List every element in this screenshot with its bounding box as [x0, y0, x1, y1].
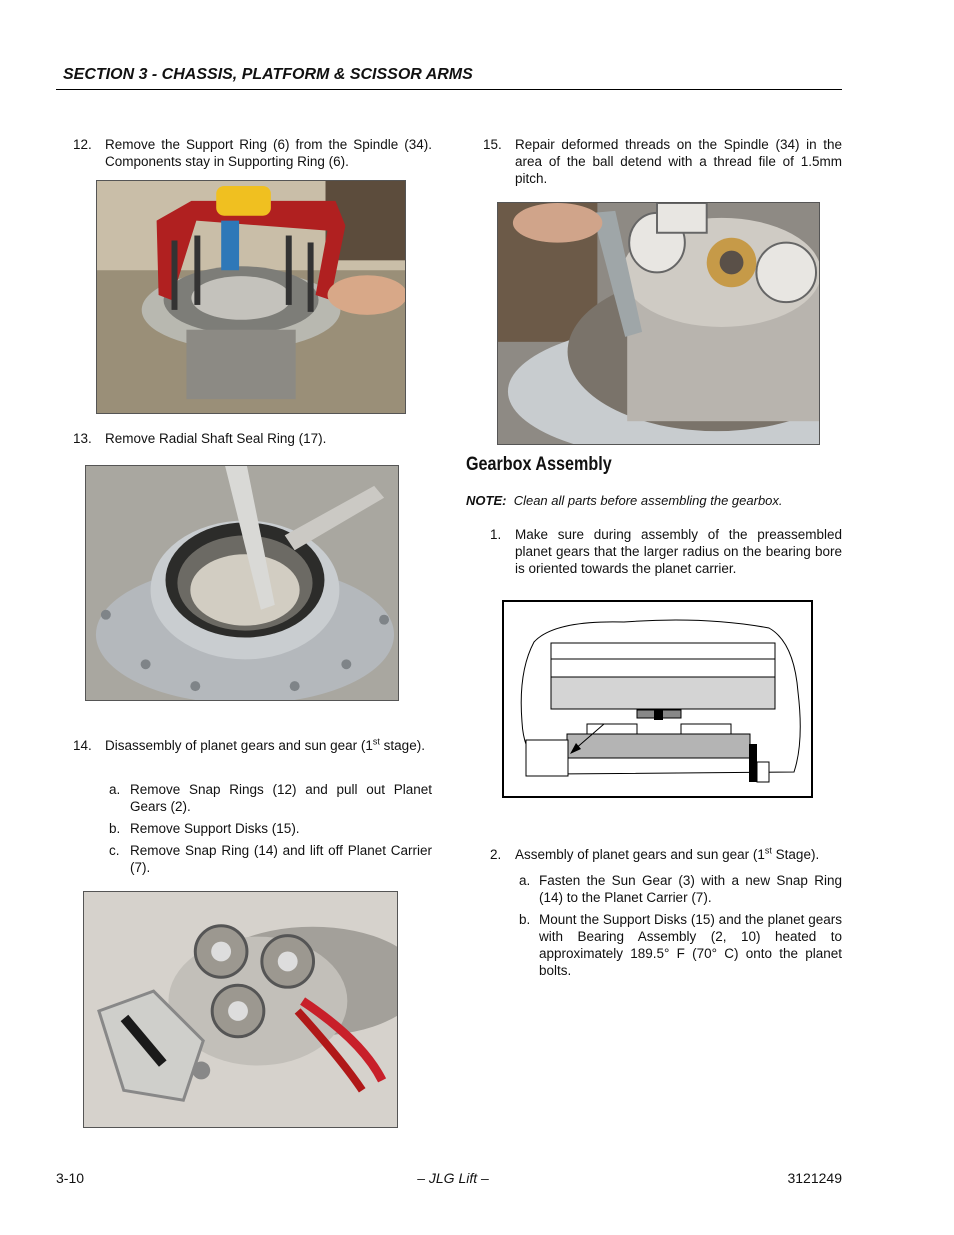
- photo-radial-seal-removal: [85, 465, 399, 701]
- step-14b: b. Remove Support Disks (15).: [109, 821, 300, 836]
- step-12: [73, 136, 433, 172]
- step-2: [490, 846, 843, 864]
- note: [466, 493, 783, 508]
- photo-thread-repair: [497, 202, 820, 445]
- step-text: Make sure during assembly of the preassembled planet gears that the larger radius on the bearing bore is oriented towards the planet carrier.: [515, 527, 842, 576]
- step-text: Disassembly of planet gears and sun gear (1st stage).: [105, 736, 425, 753]
- note-text: Clean all parts before assembling the gearbox.: [513, 493, 783, 508]
- footer-doc-number: 3121249: [787, 1170, 842, 1186]
- step-text: Assembly of planet gears and sun gear (1st Stage).: [515, 845, 820, 862]
- section-header: SECTION 3 - CHASSIS, PLATFORM & SCISSOR ARMS: [63, 66, 473, 83]
- step-13: [73, 430, 433, 448]
- step-2b: b. Mount the Support Disks (15) and the planet gears with Bearing Assembly (2, 10) heated to approximately 189.5° F (70° C) onto the planet bolts.: [519, 912, 842, 978]
- planet-gear-orientation-diagram: [502, 600, 813, 798]
- step-text: Remove the Support Ring (6) from the Spindle (34). Components stay in Supporting Ring (6).: [105, 137, 432, 169]
- step-number: 1.: [490, 527, 502, 542]
- step-number: 12.: [73, 137, 92, 152]
- step-text: Repair deformed threads on the Spindle (34) in the area of the ball detend with a thread file of 1.5mm pitch.: [515, 137, 842, 186]
- step-number: 2.: [490, 847, 502, 862]
- step-text: Remove Radial Shaft Seal Ring (17).: [105, 431, 327, 446]
- footer-publisher: – JLG Lift –: [417, 1170, 489, 1186]
- step-number: 15.: [483, 137, 502, 152]
- section-title-gearbox-assembly: Gearbox Assembly: [466, 454, 612, 475]
- photo-planet-gears: [83, 891, 398, 1128]
- step-2a: a. Fasten the Sun Gear (3) with a new Snap Ring (14) to the Planet Carrier (7).: [519, 873, 842, 905]
- step-14a: a. Remove Snap Rings (12) and pull out Planet Gears (2).: [109, 782, 432, 814]
- step-14: [73, 737, 433, 773]
- footer-page-number: 3-10: [56, 1170, 85, 1186]
- header-rule: [56, 89, 842, 90]
- step-number: 14.: [73, 738, 92, 753]
- step-14c: c. Remove Snap Ring (14) and lift off Planet Carrier (7).: [109, 843, 432, 875]
- step-1: [490, 526, 843, 580]
- note-label: NOTE:: [466, 493, 507, 508]
- photo-support-ring-removal: [96, 180, 406, 414]
- step-number: 13.: [73, 431, 92, 446]
- step-15: [483, 136, 843, 190]
